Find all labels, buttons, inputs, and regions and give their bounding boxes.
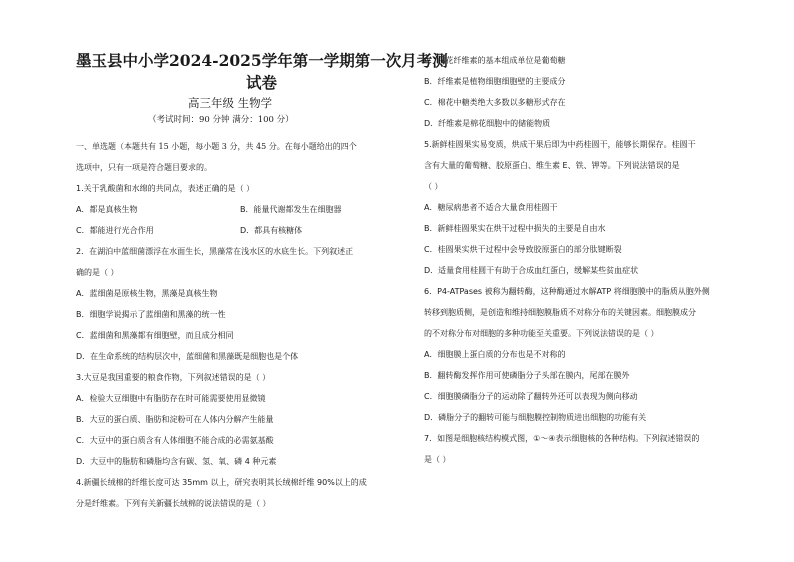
question-3-option-b: B．大豆的蛋白质、脂肪和淀粉可在人体内分解产生能量: [76, 415, 274, 424]
question-5-option-c: C．桂圆果实烘干过程中会导致胶原蛋白的部分肽键断裂: [424, 245, 622, 254]
exam-title-line1: 墨玉县中小学2024-2025学年第一学期第一次月考测: [76, 51, 448, 70]
question-3-option-d: D．大豆中的脂肪和磷脂均含有碳、氢、氧、磷 4 种元素: [76, 457, 277, 466]
question-1-options-row1: [76, 199, 404, 220]
question-6-stem-line2: 转移到胞质侧，是创造和维持细胞膜脂质不对称分布的关键因素。细胞膜成分: [424, 308, 696, 317]
question-4-stem-line1: 4.新疆长绒棉的纤维长度可达 35mm 以上，研究表明其长绒棉纤维 90%以上的成: [76, 478, 367, 487]
right-column: [424, 50, 760, 470]
question-5-stem-line2: 含有大量的葡萄糖、胶原蛋白、维生素 E、铁、钾等。下列说法错误的是: [424, 161, 680, 170]
question-4-stem-line2: 分是纤维素。下列有关新疆长绒棉的说法错误的是（ ）: [76, 499, 271, 508]
question-5-stem-line3: （ ）: [424, 182, 443, 191]
question-5-option-d: D．适量食用桂圆干有助于合成血红蛋白，缓解某些贫血症状: [424, 266, 639, 275]
question-2-stem-line1: 2．在湖泊中蓝细菌漂浮在水面生长，黑藻常在浅水区的水底生长。下列叙述正: [76, 247, 354, 256]
left-column: [76, 50, 448, 514]
exam-subtitle: 高三年级 生物学: [188, 96, 273, 110]
question-5-stem-line1: 5.新鲜桂圆果实易变质，烘成干果后即为中药桂圆干，能够长期保存。桂圆干: [424, 140, 696, 149]
question-2-stem-line2: 确的是（ ）: [76, 268, 119, 277]
question-2-option-b: B．细胞学说揭示了蓝细菌和黑藻的统一性: [76, 310, 226, 319]
question-7-stem-line1: 7．如图是细胞核结构模式图，①～④表示细胞核的各种结构。下列叙述错误的: [424, 434, 700, 443]
question-5-option-a: A．糖尿病患者不适合大量食用桂圆干: [424, 203, 558, 212]
question-4-option-b: B．纤维素是植物细胞细胞壁的主要成分: [424, 77, 566, 86]
question-1-option-a: A．都是真核生物: [76, 205, 138, 214]
question-2-option-a: A．蓝细菌是原核生物，黑藻是真核生物: [76, 289, 218, 298]
question-6-option-d: D．磷脂分子的翻转可能与细胞膜控制物质进出细胞的功能有关: [424, 413, 647, 422]
question-2-option-d: D．在生命系统的结构层次中，蓝细菌和黑藻既是细胞也是个体: [76, 352, 299, 361]
question-1-option-d: D．都具有核糖体: [240, 226, 303, 235]
question-6-option-b: B．翻转酶发挥作用可使磷脂分子头部在膜内，尾部在膜外: [424, 371, 630, 380]
question-4-option-d: D．纤维素是棉花细胞中的储能物质: [424, 119, 551, 128]
question-4-option-a: A．棉花纤维素的基本组成单位是葡萄糖: [424, 56, 566, 65]
question-3-option-a: A．检验大豆细胞中有脂肪存在时可能需要使用显微镜: [76, 394, 266, 403]
question-1-stem: 1.关于乳酸菌和水绵的共同点，表述正确的是（ ）: [76, 184, 255, 193]
section-heading-line1: 一、单选题（本题共有 15 小题，每小题 3 分，共 45 分。在每小题给出的四个: [76, 142, 357, 151]
question-5-option-b: B．新鲜桂圆果实在烘干过程中损失的主要是自由水: [424, 224, 606, 233]
question-6-option-a: A．细胞膜上蛋白质的分布也是不对称的: [424, 350, 566, 359]
question-3-stem: 3.大豆是我国重要的粮食作物，下列叙述错误的是（ ）: [76, 373, 271, 382]
question-6-option-c: C．细胞膜磷脂分子的运动除了翻转外还可以表现为侧向移动: [424, 392, 638, 401]
question-2-option-c: C．蓝细菌和黑藻都有细胞壁，而且成分相同: [76, 331, 234, 340]
question-7-stem-line2: 是（ ）: [424, 455, 451, 464]
section-heading-line2: 选项中，只有一项是符合题目要求的。: [76, 163, 212, 172]
question-4-option-c: C．棉花中糖类绝大多数以多糖形式存在: [424, 98, 566, 107]
question-3-option-c: C．大豆中的蛋白质含有人体细胞不能合成的必需氨基酸: [76, 436, 274, 445]
question-6-stem-line1: 6．P4-ATPases 被称为翻转酶，这种酶通过水解ATP 将细胞膜中的脂质从胞外侧: [424, 287, 710, 296]
question-6-stem-line3: 的不对称分布对细胞的多种功能至关重要。下列说法错误的是（ ）: [424, 329, 659, 338]
exam-title-line2: 试卷: [246, 73, 278, 92]
question-1-options-row2: [76, 220, 404, 241]
question-1-option-b: B．能量代谢都发生在细胞器: [240, 205, 342, 214]
question-1-option-c: C．都能进行光合作用: [76, 226, 154, 235]
exam-info: （考试时间：90 分钟 满分：100 分）: [148, 115, 294, 125]
